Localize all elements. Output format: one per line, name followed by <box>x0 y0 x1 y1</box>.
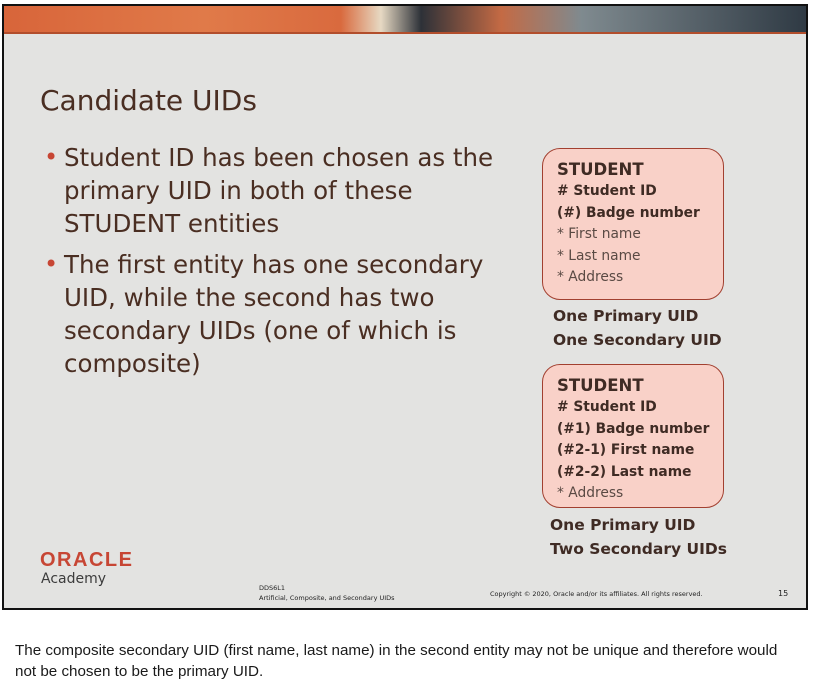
decorative-banner <box>4 6 806 32</box>
entity-attribute: (#1) Badge number <box>557 420 710 437</box>
bullet-item <box>44 141 509 240</box>
bullet-text: Student ID has been chosen as the primary UID in both of these STUDENT entities <box>64 143 494 238</box>
entity-attribute: # Student ID <box>557 399 657 415</box>
entity-attribute: # Student ID <box>557 183 657 199</box>
caption-line: One Secondary UID <box>553 331 722 349</box>
course-title: Artificial, Composite, and Secondary UIDs <box>259 594 395 602</box>
copyright-text: Copyright © 2020, Oracle and/or its affiliates. All rights reserved. <box>490 590 703 598</box>
caption-line: Two Secondary UIDs <box>550 540 727 558</box>
bullet-item <box>44 248 509 380</box>
bullet-list <box>44 141 509 388</box>
slide-title: Candidate UIDs <box>40 84 257 117</box>
caption-line: One Primary UID <box>550 516 696 534</box>
banner-divider <box>4 32 806 34</box>
entity-attribute: * Address <box>557 485 624 501</box>
bullet-icon: • <box>44 250 59 278</box>
entity-caption-1 <box>553 304 722 352</box>
slide-note: The composite secondary UID (first name, last name) in the second entity may not be unique and therefore would not be chosen to be the primary UID. <box>15 642 778 680</box>
entity-attribute: (#) Badge number <box>557 204 700 221</box>
entity-attribute: * Address <box>557 269 624 285</box>
student-entity-box-2 <box>542 364 724 508</box>
course-code: DDS6L1 <box>259 584 286 592</box>
entity-name: STUDENT <box>557 160 644 179</box>
oracle-logo: ORACLE <box>40 549 134 571</box>
course-info <box>259 583 395 603</box>
entity-caption-2 <box>550 513 727 561</box>
page-number: 15 <box>778 589 789 598</box>
entity-attribute: (#2-1) First name <box>557 442 695 458</box>
entity-attribute: (#2-2) Last name <box>557 463 692 480</box>
academy-label: Academy <box>41 571 107 587</box>
slide <box>2 4 808 610</box>
entity-name: STUDENT <box>557 376 644 395</box>
student-entity-box-1 <box>542 148 724 300</box>
entity-attribute: * First name <box>557 226 641 242</box>
bullet-icon: • <box>44 143 59 171</box>
caption-line: One Primary UID <box>553 307 699 325</box>
bullet-text: The first entity has one secondary UID, while the second has two secondary UIDs (one of which is composite) <box>64 250 484 378</box>
entity-attribute: * Last name <box>557 247 641 264</box>
